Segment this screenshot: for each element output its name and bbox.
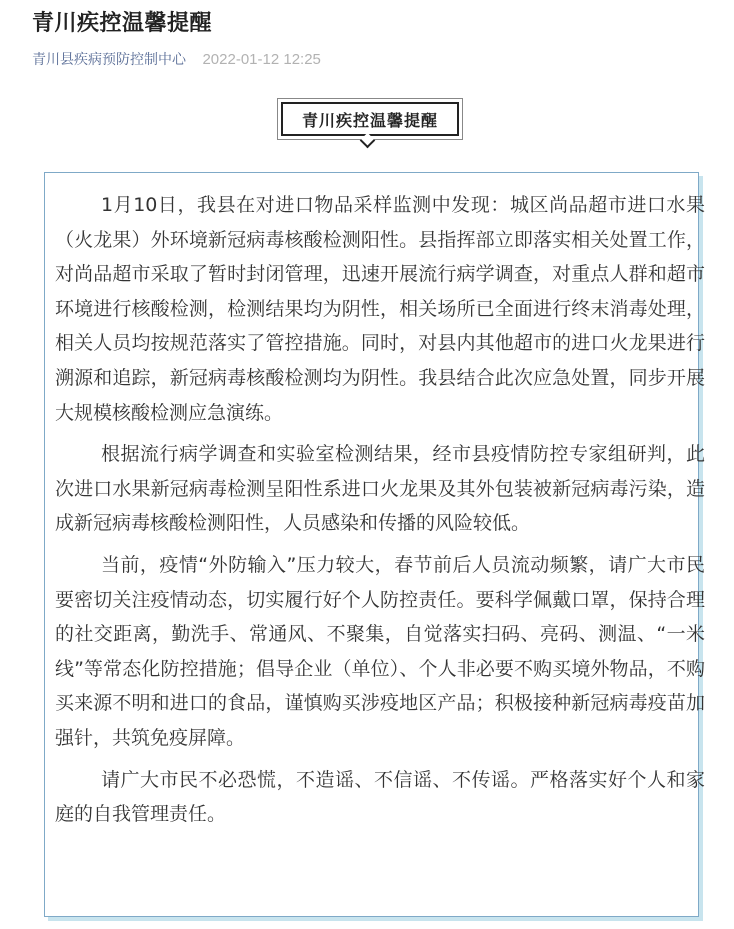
paragraph: 根据流行病学调查和实验室检测结果，经市县疫情防控专家组研判，此次进口水果新冠病毒检测呈阳性系进口火龙果及其外包装被新冠病毒污染，造成新冠病毒核酸检测阳性，人员感染和传播的风险较低。 — [55, 443, 705, 535]
paragraph: 当前，疫情“外防输入”压力较大，春节前后人员流动频繁，请广大市民要密切关注疫情动态，切实履行好个人防控责任。要科学佩戴口罩，保持合理的社交距离，勤洗手、常通风、不聚集，自觉落实扫码、亮码、测温、“一米线”等常态化防控措施；倡导企业（单位）、个人非必要不购买境外物品，不购买来源不明和进口的食品，谨慎购买涉疫地区产品；积极接种新冠病毒疫苗加强针，共筑免疫屏障。 — [55, 553, 705, 749]
publish-date: 2022-01-12 12:25 — [202, 51, 321, 68]
article-title: 青川疾控温馨提醒 — [32, 11, 213, 36]
headline-text: 青川疾控温馨提醒 — [281, 102, 459, 136]
article-body — [55, 188, 705, 839]
headline-banner — [277, 98, 463, 140]
author-link[interactable]: 青川县疾病预防控制中心 — [32, 52, 186, 68]
paragraph: 请广大市民不必恐慌，不造谣、不信谣、不传谣。严格落实好个人和家庭的自我管理责任。 — [55, 768, 705, 826]
article-content-box — [44, 172, 705, 917]
article-meta — [32, 49, 321, 69]
paragraph: 1月10日，我县在对进口物品采样监测中发现：城区尚品超市进口水果（火龙果）外环境新冠病毒核酸检测阳性。县指挥部立即落实相关处置工作，对尚品超市采取了暂时封闭管理，迅速开展流行病学调查，对重点人群和超市环境进行核酸检测，检测结果均为阴性，相关场所已全面进行终末消毒处理，相关人员均按规范落实了管控措施。同时，对县内其他超市的进口火龙果进行溯源和追踪，新冠病毒核酸检测均为阴性。我县结合此次应急处置，同步开展大规模核酸检测应急演练。 — [55, 194, 705, 424]
